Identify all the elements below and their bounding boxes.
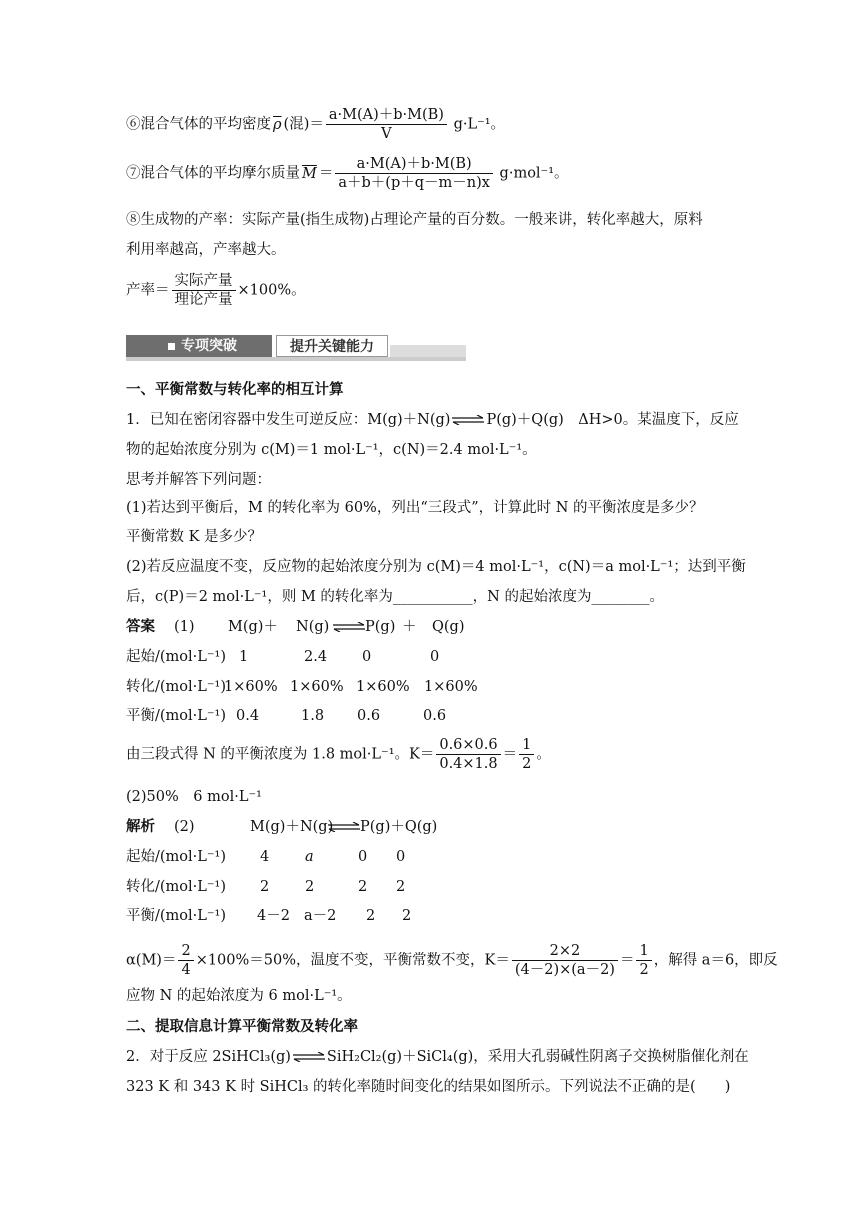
q1-line7: 后，c(P)＝2 mol·L⁻¹，则 M 的转化率为___________，N 的起始浓度为________。 (126, 589, 664, 605)
yield-formula: 产率＝ $\frac{\text{实际产量}}{\text{理论产量}}$ ×100%。 (126, 273, 306, 308)
answer-part2: (2)50% 6 mol·L⁻¹ (126, 789, 262, 805)
q1-line5: 平衡常数 K 是多少？ (126, 529, 263, 545)
q1-line3: 思考并解答下列问题： (126, 472, 271, 488)
answer-conclusion: 由三段式得 N 的平衡浓度为 1.8 mol·L⁻¹。K＝ $\frac{0.6\times 0.6}{0.4\times 1.8}$ ＝ $\frac{1}{2}$ 。 (126, 737, 551, 772)
formula-average-density: ⑥混合气体的平均密度 ρ (混)＝ $\frac{a\cdot M(A)+b\cdot M(B)}{V}$ g·L⁻¹。 (126, 107, 506, 142)
q1-line1: 1．已知在密闭容器中发生可逆反应：M(g)＋N(g) P(g)＋Q(g) ΔH>0。某温度下，反应 (126, 412, 739, 428)
equilibrium-arrow-icon (292, 1052, 326, 1062)
q2-line2: 323 K 和 343 K 时 SiHCl₃ 的转化率随时间变化的结果如图所示。下列说法不正确的是( ) (126, 1079, 731, 1095)
section-title-2: 二、提取信息计算平衡常数及转化率 (126, 1019, 358, 1035)
analysis-label: 解析 (126, 819, 155, 835)
q1-line6: (2)若反应温度不变，反应物的起始浓度分别为 c(M)＝4 mol·L⁻¹，c(N)＝a mol·L⁻¹；达到平衡 (126, 559, 746, 575)
answer-label: 答案 (126, 619, 155, 635)
section-title-1: 一、平衡常数与转化率的相互计算 (126, 382, 344, 398)
square-icon (168, 343, 175, 350)
formula-average-molar-mass: ⑦混合气体的平均摩尔质量 M ＝ $\frac{a\cdot M(A)+b\cdot M(B)}{a+b+(p+q-m-n)x}$ g·mol⁻¹。 (126, 156, 569, 191)
q2-line1: 2．对于反应 2SiHCl₃(g) SiH₂Cl₂(g)＋SiCl₄(g)，采用大孔弱碱性阴离子交换树脂催化剂在 (126, 1049, 749, 1065)
item-yield-line2: 利用率越高，产率越大。 (126, 242, 286, 258)
molar-mass-fraction: $\frac{a\cdot M(A)+b\cdot M(B)}{a+b+(p+q-m-n)x}$ (335, 155, 493, 192)
rho-symbol: ρ (273, 116, 282, 133)
equilibrium-arrow-icon (332, 622, 366, 632)
m-bar-symbol: M (302, 165, 317, 182)
banner-left: 专项突破 (126, 335, 272, 357)
section-banner (126, 335, 466, 361)
equilibrium-arrow-icon (327, 822, 361, 832)
density-fraction: $\frac{a\cdot M(A)+b\cdot M(B)}{V}$ (326, 106, 447, 143)
analysis-line2: 应物 N 的起始浓度为 6 mol·L⁻¹。 (126, 988, 352, 1004)
equilibrium-arrow-icon (451, 415, 485, 425)
q1-line2: 物的起始浓度分别为 c(M)＝1 mol·L⁻¹，c(N)＝2.4 mol·L⁻¹。 (126, 442, 537, 458)
q1-line4: (1)若达到平衡后，M 的转化率为 60%，列出“三段式”，计算此时 N 的平衡浓度是多少？ (126, 500, 704, 516)
analysis-calculation: α(M)＝ $\frac{2}{4}$ ×100%＝50%，温度不变，平衡常数不变，K＝ $\frac{2\times 2}{(4-2)\times(a-2)}$ ＝ $\frac{1}{2}$ ，解得 a＝6，即反 (126, 943, 778, 978)
item-yield-line1: ⑧生成物的产率：实际产量(指生成物)占理论产量的百分数。一般来讲，转化率越大，原料 (126, 212, 703, 228)
banner-right: 提升关键能力 (276, 335, 388, 357)
